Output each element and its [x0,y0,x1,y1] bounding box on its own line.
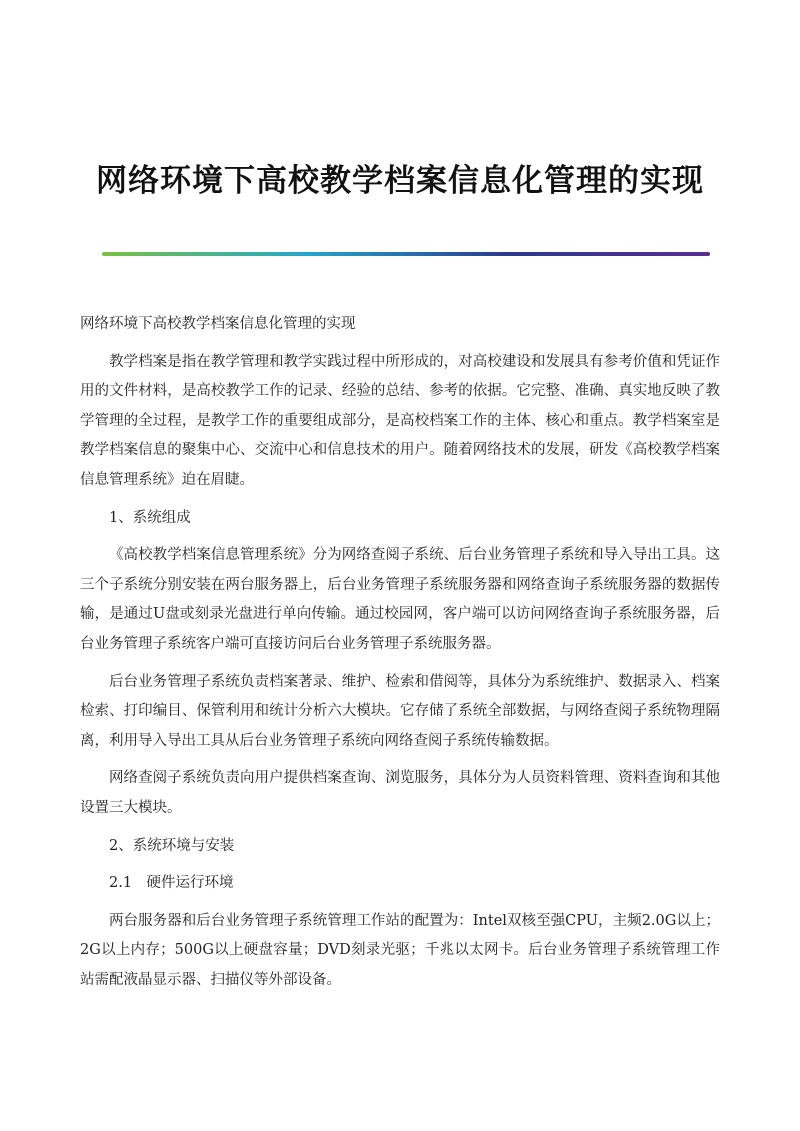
title-divider [102,252,710,256]
body-paragraph: 后台业务管理子系统负责档案著录、维护、检索和借阅等，具体分为系统维护、数据录入、档案检索、打印编目、保管利用和统计分析六大模块。它存储了系统全部数据，与网络查阅子系统物理隔离，利用导入导出工具从后台业务管理子系统向网络查阅子系统传输数据。 [80,673,720,749]
document-title: 网络环境下高校教学档案信息化管理的实现 [96,163,704,199]
section-heading: 1、系统组成 [109,509,191,526]
body-subtitle: 网络环境下高校教学档案信息化管理的实现 [80,316,356,332]
body-paragraph: 教学档案是指在教学管理和教学实践过程中所形成的，对高校建设和发展具有参考价值和凭证作用的文件材料，是高校教学工作的记录、经验的总结、参考的依据。它完整、准确、真实地反映了教学管理的全过程，是教学工作的重要组成部分，是高校档案工作的主体、核心和重点。教学档案室是教学档案信息的聚集中心、交流中心和信息技术的用户。随着网络技术的发展，研发《高校教学档案信息管理系统》迫在眉睫。 [80,353,720,488]
section-heading: 2、系统环境与安装 [109,837,235,854]
body-paragraph: 《高校教学档案信息管理系统》分为网络查阅子系统、后台业务管理子系统和导入导出工具。这三个子系统分别安装在两台服务器上，后台业务管理子系统服务器和网络查询子系统服务器的数据传输，是通过U盘或刻录光盘进行单向传输。通过校园网，客户端可以访问网络查询子系统服务器，后台业务管理子系统客户端可直接访问后台业务管理子系统服务器。 [80,547,720,652]
body-paragraph: 两台服务器和后台业务管理子系统管理工作站的配置为：Intel双核至强CPU，主频2.0G以上；2G以上内存；500G以上硬盘容量；DVD刻录光驱；千兆以太网卡。后台业务管理子系统管理工作站需配液晶显示器、扫描仪等外部设备。 [80,912,720,988]
document-body [80,310,720,1003]
body-paragraph: 网络查阅子系统负责向用户提供档案查询、浏览服务，具体分为人员资料管理、资料查询和其他设置三大模块。 [80,770,720,816]
subsection-heading: 2.1 硬件运行环境 [109,875,234,892]
